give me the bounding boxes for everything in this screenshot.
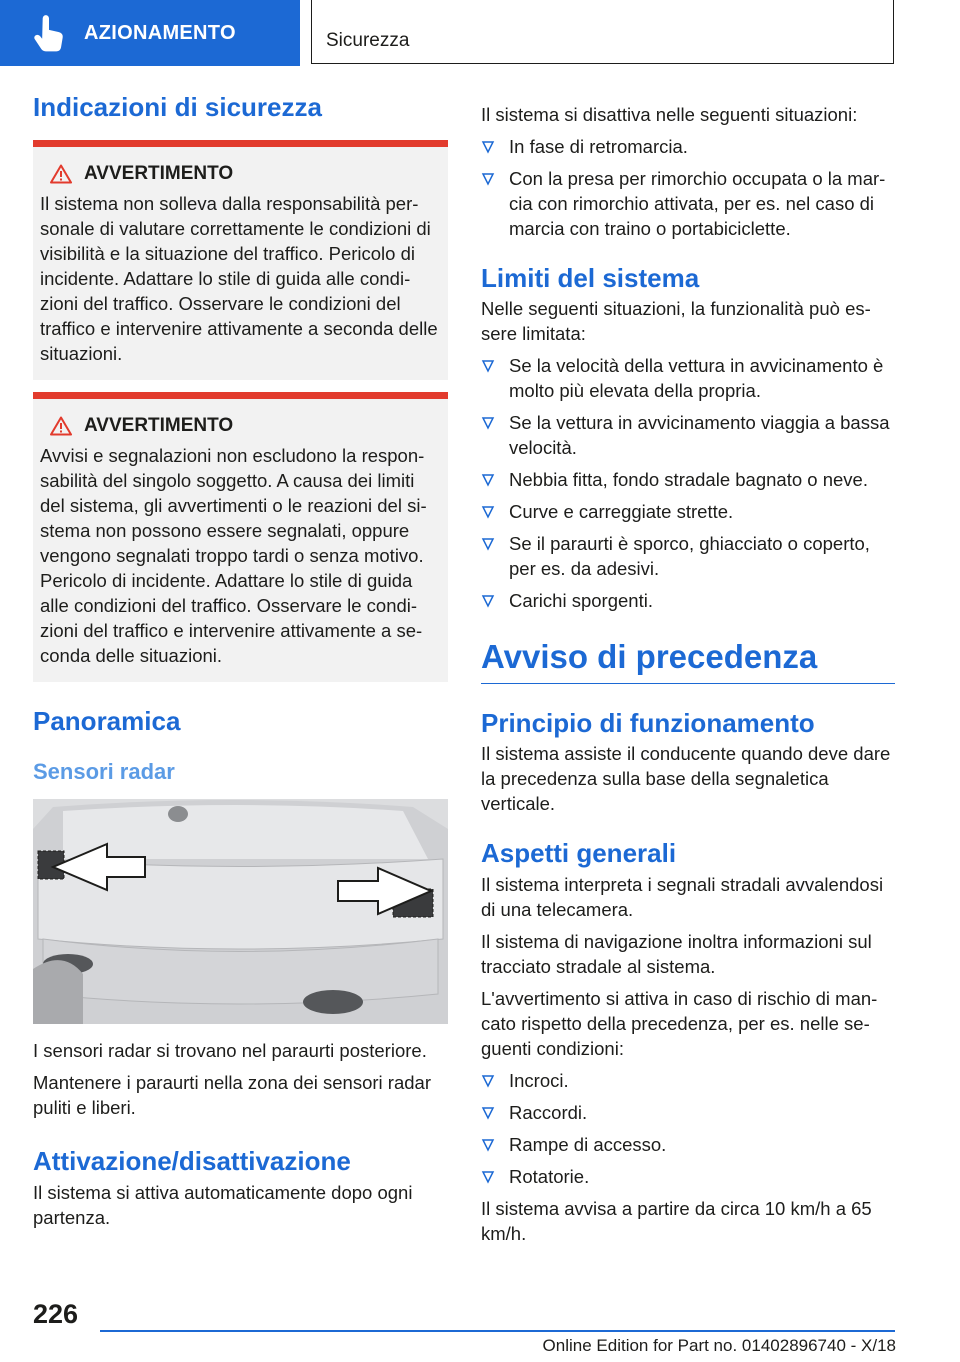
radar-text-1: I sensori radar si trovano nel paraurti posteriore. [33,1040,427,1062]
chapter-label: Sicurezza [326,30,410,51]
limits-intro: Nelle seguenti situazioni, la funzionalità può essere limitata: [481,298,871,345]
principle-title: Principio di funzionamento [481,708,815,739]
general-title: Aspetti generali [481,838,677,869]
activation-title: Attivazione/disattivazione [33,1146,351,1177]
bullet-triangle-icon [481,473,495,487]
bullet-triangle-icon [481,1074,495,1088]
warning-box-1 [33,140,448,380]
list-item: Curve e carreggiate strette. [481,499,895,524]
chapter-header [311,0,894,64]
list-item: Rampe di accesso. [481,1132,895,1157]
section-divider [481,683,895,685]
speed-text: Il sistema avvisa a partire da circa 10 km/h a 65 km/h. [481,1197,872,1244]
warning-label: AVVERTIMENTO [84,163,234,185]
limits-list [481,353,895,613]
footer-edition: Online Edition for Part no. 01402896740 - X/18 [542,1336,896,1355]
list-item: Con la presa per rimorchio occupata o la marcia con rimorchio attivata, per es. nel caso di marcia con traino o portabiciclette. [481,166,895,241]
radar-title: Sensori radar [33,759,175,785]
bullet-triangle-icon [481,140,495,154]
list-item: Nebbia fitta, fondo stradale bagnato o neve. [481,467,895,492]
bullet-triangle-icon [481,1106,495,1120]
footer-divider [100,1330,895,1332]
bullet-triangle-icon [481,172,495,186]
warning-label: AVVERTIMENTO [84,415,234,437]
bullet-triangle-icon [481,1170,495,1184]
section-tab[interactable] [0,0,300,66]
activation-text: Il sistema si attiva automaticamente dopo ogni partenza. [33,1181,413,1228]
overview-title: Panoramica [33,706,181,737]
list-item: Se il paraurti è sporco, ghiacciato o coperto, per es. da adesivi. [481,531,895,581]
list-item: Se la velocità della vettura in avvicinamento è molto più elevata della propria. [481,353,895,403]
bullet-triangle-icon [481,505,495,519]
limits-title: Limiti del sistema [481,263,700,293]
priority-title: Avviso di precedenza [481,638,818,676]
warning-triangle-icon [50,164,72,184]
rear-bumper-radar-illustration [33,799,448,1024]
safety-title: Indicazioni di sicurezza [33,92,322,122]
list-item: Incroci. [481,1068,895,1093]
deactivation-intro: Il sistema si disattiva nelle seguenti situazioni: [481,104,858,125]
hand-pointer-icon [28,12,70,54]
left-column [33,92,448,1237]
general-text-2: Il sistema di navigazione inoltra informazioni sul tracciato stradale al sistema. [481,930,872,977]
general-text-1: Il sistema interpreta i segnali stradali avvalendosi di una telecamera. [481,873,884,920]
page-number: 226 [33,1299,79,1329]
section-label: AZIONAMENTO [84,21,236,44]
warning-box-2 [33,392,448,682]
list-item: Se la vettura in avvicinamento viaggia a bassa velocità. [481,410,895,460]
list-item: Rotatorie. [481,1164,895,1189]
list-item: Raccordi. [481,1100,895,1125]
list-item: Carichi sporgenti. [481,588,895,613]
radar-text-2: Mantenere i paraurti nella zona dei sensori radar puliti e liberi. [33,1072,431,1119]
bullet-triangle-icon [481,416,495,430]
warning-text: Avvisi e segnalazioni non escludono la responsabilità del singolo soggetto. A causa dei limiti del sistema, gli avvertimenti o le reazioni del sistema non possono essere segnalati, oppure vengono segnalati troppo tardi o senza motivo. Pericolo di incidente. Adattare lo stile di guida alle condizioni del traffico. Osservare le condizioni del traffico e intervenire attivamente a seconda delle situazioni. [40,445,427,667]
bullet-triangle-icon [481,594,495,608]
general-text-3: L'avvertimento si attiva in caso di rischio di mancato rispetto della precedenza, per es. nelle seguenti condizioni: [481,987,878,1059]
bullet-triangle-icon [481,359,495,373]
conditions-list [481,1068,895,1189]
right-column [481,102,895,1253]
deactivation-list [481,134,895,241]
warning-triangle-icon [50,416,72,436]
bullet-triangle-icon [481,1138,495,1152]
bullet-triangle-icon [481,537,495,551]
list-item: In fase di retromarcia. [481,134,895,159]
warning-text: Il sistema non solleva dalla responsabilità personale di valutare correttamente le condizioni di visibilità e la situazione del traffico. Pericolo di incidente. Adattare lo stile di guida alle condizioni del traffico. Osservare le condizioni del traffico e intervenire attivamente a seconda delle situazioni. [40,193,438,365]
principle-text: Il sistema assiste il conducente quando deve dare la precedenza sulla base della segnaletica verticale. [481,743,891,815]
